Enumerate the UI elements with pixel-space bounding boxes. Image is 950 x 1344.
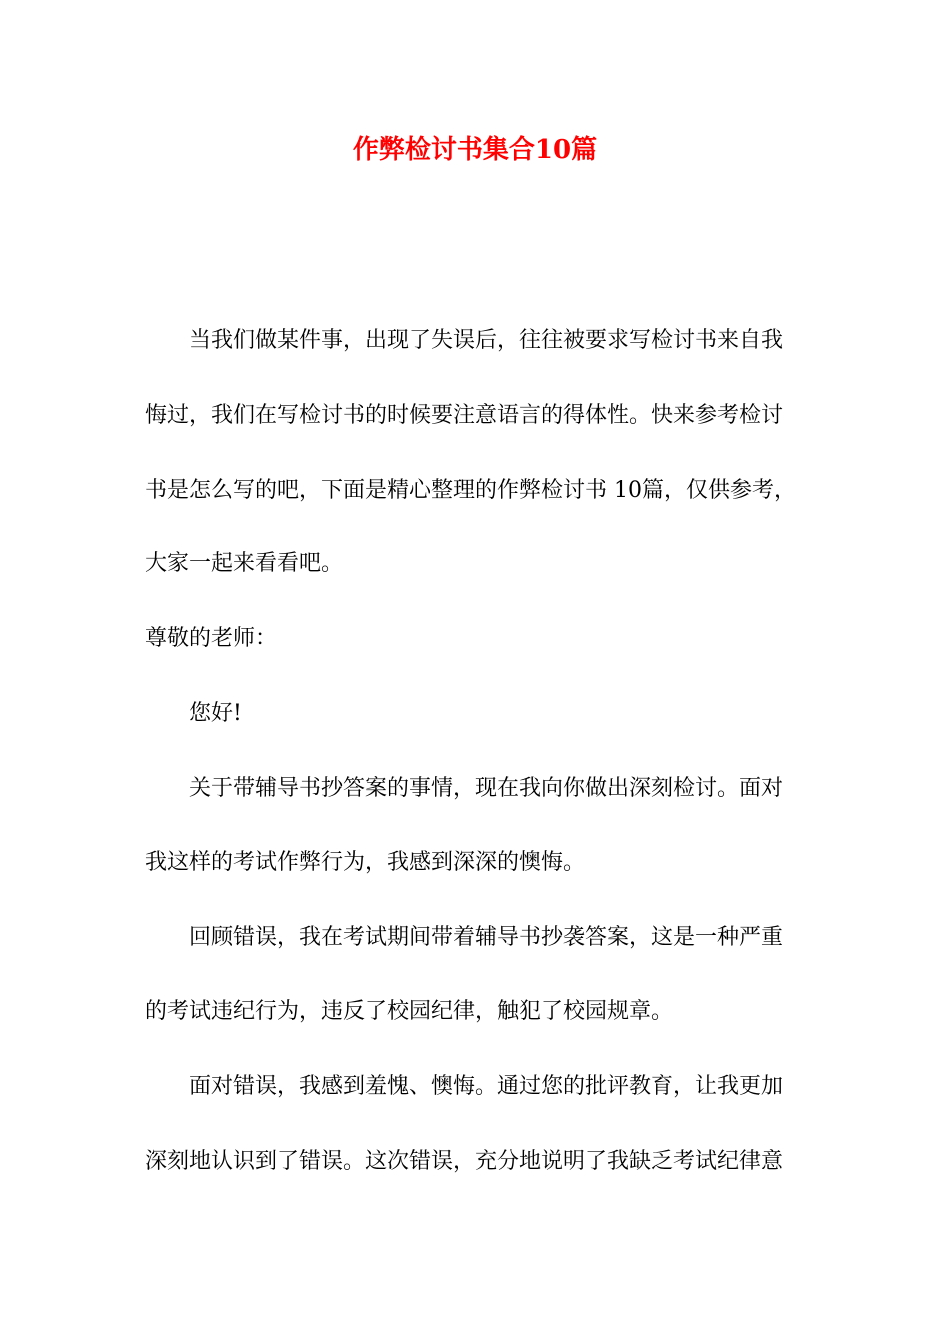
salutation: 尊敬的老师： [145,626,278,651]
paragraph-line: 我这样的考试作弊行为，我感到深深的懊悔。 [145,850,586,875]
paragraph-line: 回顾错误，我在考试期间带着辅导书抄袭答案，这是一种严重 [189,925,784,950]
paragraph-line: 书是怎么写的吧，下面是精心整理的作弊检讨书 10篇，仅供参考， [145,478,796,503]
greeting: 您好! [189,701,242,726]
paragraph-line: 面对错误，我感到羞愧、懊悔。通过您的批评教育，让我更加 [189,1074,784,1099]
paragraph-line: 悔过，我们在写检讨书的时候要注意语言的得体性。快来参考检讨 [145,403,784,428]
paragraph-line: 关于带辅导书抄答案的事情，现在我向你做出深刻检讨。面对 [189,776,784,801]
paragraph-line: 当我们做某件事，出现了失误后，往往被要求写检讨书来自我 [189,328,784,353]
paragraph-line: 大家一起来看看吧。 [145,551,344,576]
paragraph-line: 深刻地认识到了错误。这次错误，充分地说明了我缺乏考试纪律意 [145,1149,784,1174]
document-title: 作弊检讨书集合10篇 [352,135,598,165]
paragraph-line: 的考试违纪行为，违反了校园纪律，触犯了校园规章。 [145,999,674,1024]
